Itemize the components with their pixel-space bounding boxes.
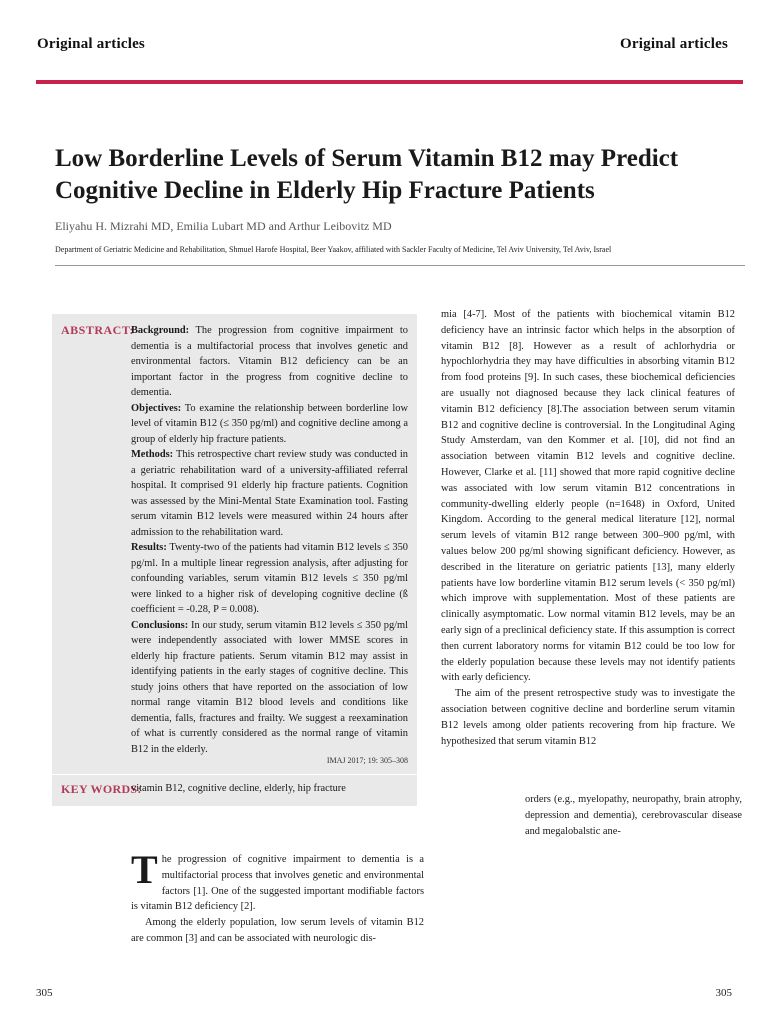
section-label-left: Original articles xyxy=(37,36,145,52)
abstract-background: Background: The progression from cognitive impairment to dementia is a multifactorial process that involves genetic and environmental factors. Vitamin B12 deficiency can be an important factor in the progress from cognitive decline to dementia. xyxy=(131,325,408,398)
body-column-left xyxy=(131,847,424,947)
abstract-results: Results: Twenty-two of the patients had vitamin B12 levels ≤ 350 pg/ml. In a multiple linear regression analysis, after adjusting for confounding variables, serum vitamin B12 levels ≤ 350 pg/ml were linked to a higher risk of developing cognitive decline (ß coefficient = -0.28, P = 0.008). xyxy=(131,542,408,615)
page-number-right: 305 xyxy=(715,987,732,999)
keywords-label: KEY WORDS: xyxy=(61,782,142,796)
page-number-left: 305 xyxy=(36,987,53,999)
header-rule xyxy=(36,80,743,84)
abstract-objectives: Objectives: To examine the relationship between borderline low level of vitamin B12 (≤ 350 pg/ml) and cognitive decline among a group of elderly hip fracture patients. xyxy=(131,402,408,445)
journal-citation: IMAJ 2017; 19: 305–308 xyxy=(326,756,408,765)
affiliation: Department of Geriatric Medicine and Rehabilitation, Shmuel Harofe Hospital, Beer Yaakov, affiliated with Sackler Faculty of Medicine, Tel Aviv University, Tel Aviv, Israel xyxy=(55,245,612,254)
abstract-label: ABSTRACT: xyxy=(61,323,134,337)
abstract-background-head: Background: xyxy=(131,325,190,336)
body-column-right-continued xyxy=(525,782,742,850)
body-paragraph: orders (e.g., myelopathy, neuropathy, brain atrophy, depression and dementia), cerebrovascular disease and megalobalstic ane- xyxy=(525,794,742,837)
body-paragraph: Among the elderly population, low serum levels of vitamin B12 are common [3] and can be associated with neurologic dis- xyxy=(131,917,424,944)
abstract-conclusions-head: Conclusions: xyxy=(131,619,189,631)
abstract-methods-head: Methods: xyxy=(131,449,174,460)
body-paragraph: mia [4-7]. Most of the patients with biochemical vitamin B12 deficiency have an intrinsic factor which helps in the absorption of vitamin B12 [8]. However as a result of achlorhydria or hypochlorhydria they may have difficulties in absorbing vitamin B12 from food proteins [9]. In such cases, these biochemical deficiencies are usually not diagnosed because they lack clinical features of vitamin B12 deficiency [8].The association between serum vitamin B12 and cognitive decline is controversial. In the Longitudinal Aging Study Amsterdam, van den Kommer et al. [10], did not find an association between vitamin B12 levels and cognitive decline. However, Clarke et al. [11] showed that more rapid cognitive decline was associated with low serum vitamin B12 concentrations in community-dwelling elderly people (n=1648) in Oxford, United Kingdom. According to the general medical literature [12], normal serum levels of vitamin B12 range between 300–900 pg/ml, with values below 200 pg/ml showing significant deficiency. However, as described in the literature on geriatric patients [13], many elderly patients have low borderline vitamin B12 serum levels (< 350 pg/ml) which improve with supplementation. Most of these patients are clinically asymptomatic. Low normal vitamin B12 levels, may be an early sign of a preclinical deficiency state. If this assumption is correct then current laboratory norms for vitamin B12 could be too low for the elderly population because these levels may not identify patients with early deficiency. xyxy=(441,309,735,684)
abstract-objectives-head: Objectives: xyxy=(131,402,182,414)
section-label-right: Original articles xyxy=(620,36,728,52)
abstract-divider xyxy=(52,774,417,775)
body-paragraph: The progression of cognitive impairment to dementia is a multifactorial process that involves genetic and environmental factors [1]. One of the suggested important modifiable factors is vitamin B12 deficiency [2]. xyxy=(131,847,424,913)
abstract-methods: Methods: This retrospective chart review study was conducted in a geriatric rehabilitation ward of a university-affiliated referral hospital. It comprised 91 elderly hip fracture patients. Cognition was assessed by the Mini-Mental State Examination tool. Fasting serum vitamin B12 levels were measured within 24 hours after admission to the rehabilitation ward. xyxy=(131,449,408,538)
keywords-text: vitamin B12, cognitive decline, elderly, hip fracture xyxy=(131,783,346,794)
body-paragraph: The aim of the present retrospective study was to investigate the association between cognitive decline and borderline serum vitamin B12 levels among older patients recovering from hip fracture. We hypothesized that serum vitamin B12 xyxy=(441,688,735,747)
authors: Eliyahu H. Mizrahi MD, Emilia Lubart MD and Arthur Leibovitz MD xyxy=(55,219,392,233)
abstract-results-head: Results: xyxy=(131,542,167,553)
abstract-text xyxy=(131,323,408,757)
article-title: Low Borderline Levels of Serum Vitamin B12 may Predict Cognitive Decline in Elderly Hip Fracture Patients xyxy=(55,145,679,204)
body-column-right xyxy=(441,307,735,749)
abstract-conclusions: Conclusions: In our study, serum vitamin B12 levels ≤ 350 pg/ml were independently associated with lower MMSE scores in elderly hip fracture patients. Serum vitamin B12 may assist in identifying patients in the early stages of cognitive decline. This study joins others that have reported on the association of low normal range vitamin B12 blood levels and conditions like dementia, falls, fractures and frailty. We suggest a reexamination of what is currently considered as the normal range of vitamin B12 in the elderly. xyxy=(131,619,408,755)
drop-cap: T xyxy=(131,847,158,892)
affiliation-rule xyxy=(55,265,745,266)
